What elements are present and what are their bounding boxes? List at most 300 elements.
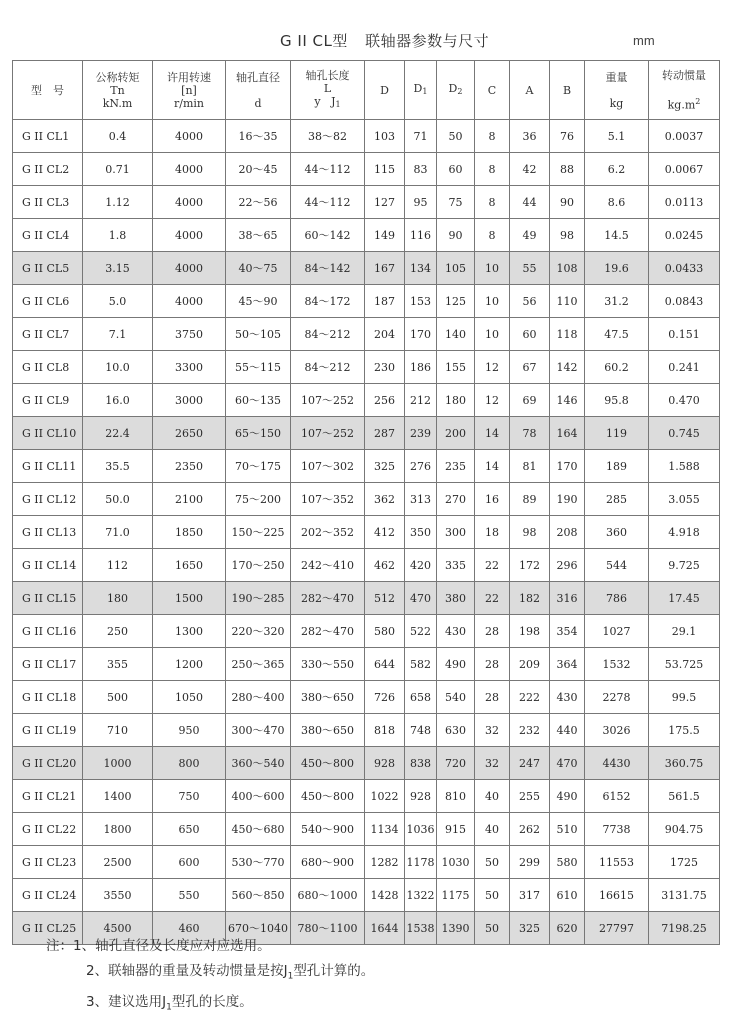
cell-D1: 153 xyxy=(405,285,437,318)
cell-bore-length: 107～352 xyxy=(291,483,365,516)
cell-D: 149 xyxy=(365,219,405,252)
cell-D1: 1178 xyxy=(405,846,437,879)
cell-D: 1644 xyxy=(365,912,405,945)
cell-weight: 786 xyxy=(585,582,649,615)
cell-bore-diameter: 670～1040 xyxy=(226,912,291,945)
cell-inertia: 0.0113 xyxy=(649,186,720,219)
cell-C: 28 xyxy=(475,615,510,648)
cell-bore-diameter: 45～90 xyxy=(226,285,291,318)
header-A: A xyxy=(510,61,550,120)
cell-speed: 1300 xyxy=(153,615,226,648)
table-row xyxy=(13,120,720,153)
cell-D1: 1322 xyxy=(405,879,437,912)
cell-inertia: 99.5 xyxy=(649,681,720,714)
table-row xyxy=(13,648,720,681)
cell-bore-length: 84～212 xyxy=(291,351,365,384)
cell-bore-diameter: 60～135 xyxy=(226,384,291,417)
cell-B: 98 xyxy=(550,219,585,252)
cell-D: 103 xyxy=(365,120,405,153)
table-row xyxy=(13,483,720,516)
cell-torque: 4500 xyxy=(83,912,153,945)
cell-D2: 380 xyxy=(437,582,475,615)
cell-B: 440 xyxy=(550,714,585,747)
cell-speed: 4000 xyxy=(153,219,226,252)
cell-D: 412 xyxy=(365,516,405,549)
cell-bore-diameter: 75～200 xyxy=(226,483,291,516)
cell-weight: 6.2 xyxy=(585,153,649,186)
cell-B: 88 xyxy=(550,153,585,186)
cell-inertia: 0.0067 xyxy=(649,153,720,186)
cell-speed: 2650 xyxy=(153,417,226,450)
header-weight: 重量 kg xyxy=(585,61,649,120)
cell-torque: 5.0 xyxy=(83,285,153,318)
unit-label: mm xyxy=(633,33,655,48)
cell-D: 287 xyxy=(365,417,405,450)
cell-bore-length: 380～650 xyxy=(291,714,365,747)
table-row xyxy=(13,879,720,912)
table-row xyxy=(13,747,720,780)
cell-weight: 7738 xyxy=(585,813,649,846)
cell-A: 44 xyxy=(510,186,550,219)
cell-speed: 550 xyxy=(153,879,226,912)
cell-D2: 155 xyxy=(437,351,475,384)
cell-bore-diameter: 250～365 xyxy=(226,648,291,681)
cell-D: 726 xyxy=(365,681,405,714)
cell-model: G II CL5 xyxy=(13,252,83,285)
cell-inertia: 53.725 xyxy=(649,648,720,681)
header-B: B xyxy=(550,61,585,120)
cell-inertia: 0.0433 xyxy=(649,252,720,285)
cell-A: 222 xyxy=(510,681,550,714)
cell-C: 28 xyxy=(475,681,510,714)
cell-weight: 27797 xyxy=(585,912,649,945)
cell-model: G II CL17 xyxy=(13,648,83,681)
cell-torque: 710 xyxy=(83,714,153,747)
cell-B: 470 xyxy=(550,747,585,780)
cell-bore-diameter: 22～56 xyxy=(226,186,291,219)
header-bore-diameter: 轴孔直径 d xyxy=(226,61,291,120)
cell-weight: 4430 xyxy=(585,747,649,780)
cell-inertia: 0.0245 xyxy=(649,219,720,252)
note-1: 注：1、轴孔直径及长度应对应选用。 xyxy=(46,938,271,954)
cell-bore-diameter: 280～400 xyxy=(226,681,291,714)
cell-bore-diameter: 300～470 xyxy=(226,714,291,747)
cell-D: 462 xyxy=(365,549,405,582)
cell-B: 146 xyxy=(550,384,585,417)
cell-weight: 19.6 xyxy=(585,252,649,285)
cell-D1: 134 xyxy=(405,252,437,285)
header-C: C xyxy=(475,61,510,120)
cell-bore-length: 202～352 xyxy=(291,516,365,549)
cell-D1: 522 xyxy=(405,615,437,648)
cell-B: 354 xyxy=(550,615,585,648)
cell-D: 1134 xyxy=(365,813,405,846)
cell-torque: 500 xyxy=(83,681,153,714)
cell-D2: 720 xyxy=(437,747,475,780)
cell-weight: 119 xyxy=(585,417,649,450)
cell-A: 299 xyxy=(510,846,550,879)
cell-B: 190 xyxy=(550,483,585,516)
cell-C: 50 xyxy=(475,879,510,912)
cell-model: G II CL24 xyxy=(13,879,83,912)
table-header-row xyxy=(13,61,720,120)
cell-D2: 105 xyxy=(437,252,475,285)
cell-C: 10 xyxy=(475,252,510,285)
cell-B: 490 xyxy=(550,780,585,813)
cell-D: 187 xyxy=(365,285,405,318)
cell-inertia: 1.588 xyxy=(649,450,720,483)
cell-bore-length: 780～1100 xyxy=(291,912,365,945)
cell-bore-diameter: 170～250 xyxy=(226,549,291,582)
cell-torque: 7.1 xyxy=(83,318,153,351)
cell-speed: 4000 xyxy=(153,120,226,153)
cell-C: 32 xyxy=(475,747,510,780)
cell-torque: 0.71 xyxy=(83,153,153,186)
cell-inertia: 1725 xyxy=(649,846,720,879)
cell-D2: 915 xyxy=(437,813,475,846)
cell-weight: 16615 xyxy=(585,879,649,912)
cell-bore-length: 380～650 xyxy=(291,681,365,714)
table-row xyxy=(13,153,720,186)
cell-model: G II CL22 xyxy=(13,813,83,846)
cell-D1: 420 xyxy=(405,549,437,582)
cell-inertia: 3131.75 xyxy=(649,879,720,912)
cell-B: 164 xyxy=(550,417,585,450)
header-speed: 许用转速 [n] r/min xyxy=(153,61,226,120)
cell-A: 232 xyxy=(510,714,550,747)
cell-speed: 460 xyxy=(153,912,226,945)
cell-weight: 6152 xyxy=(585,780,649,813)
cell-D1: 582 xyxy=(405,648,437,681)
cell-speed: 3300 xyxy=(153,351,226,384)
cell-torque: 2500 xyxy=(83,846,153,879)
cell-D2: 1390 xyxy=(437,912,475,945)
cell-weight: 189 xyxy=(585,450,649,483)
cell-A: 317 xyxy=(510,879,550,912)
header-bore-length: 轴孔长度 L y $J_1$ xyxy=(291,61,365,120)
cell-C: 18 xyxy=(475,516,510,549)
cell-D1: 170 xyxy=(405,318,437,351)
cell-bore-length: 680～900 xyxy=(291,846,365,879)
cell-D1: 470 xyxy=(405,582,437,615)
header-inertia: 转动惯量 $kg.m^2$ xyxy=(649,61,720,120)
cell-D1: 1538 xyxy=(405,912,437,945)
cell-model: G II CL10 xyxy=(13,417,83,450)
cell-inertia: 29.1 xyxy=(649,615,720,648)
cell-B: 118 xyxy=(550,318,585,351)
cell-inertia: 0.151 xyxy=(649,318,720,351)
cell-A: 81 xyxy=(510,450,550,483)
cell-speed: 4000 xyxy=(153,186,226,219)
cell-A: 69 xyxy=(510,384,550,417)
cell-bore-length: 84～142 xyxy=(291,252,365,285)
header-D: D xyxy=(365,61,405,120)
cell-D2: 60 xyxy=(437,153,475,186)
cell-speed: 750 xyxy=(153,780,226,813)
cell-D2: 300 xyxy=(437,516,475,549)
cell-A: 55 xyxy=(510,252,550,285)
cell-speed: 1050 xyxy=(153,681,226,714)
cell-A: 172 xyxy=(510,549,550,582)
cell-speed: 4000 xyxy=(153,252,226,285)
cell-weight: 14.5 xyxy=(585,219,649,252)
cell-D: 362 xyxy=(365,483,405,516)
cell-C: 14 xyxy=(475,417,510,450)
cell-bore-length: 60～142 xyxy=(291,219,365,252)
cell-B: 610 xyxy=(550,879,585,912)
cell-A: 89 xyxy=(510,483,550,516)
cell-D2: 630 xyxy=(437,714,475,747)
cell-weight: 544 xyxy=(585,549,649,582)
cell-D1: 71 xyxy=(405,120,437,153)
cell-torque: 250 xyxy=(83,615,153,648)
cell-D: 818 xyxy=(365,714,405,747)
cell-torque: 22.4 xyxy=(83,417,153,450)
cell-D2: 335 xyxy=(437,549,475,582)
cell-bore-length: 450～800 xyxy=(291,780,365,813)
coupling-spec-table xyxy=(12,60,720,945)
cell-speed: 600 xyxy=(153,846,226,879)
cell-A: 56 xyxy=(510,285,550,318)
cell-model: G II CL21 xyxy=(13,780,83,813)
cell-D: 167 xyxy=(365,252,405,285)
cell-A: 247 xyxy=(510,747,550,780)
cell-D1: 928 xyxy=(405,780,437,813)
cell-model: G II CL1 xyxy=(13,120,83,153)
cell-C: 28 xyxy=(475,648,510,681)
cell-A: 325 xyxy=(510,912,550,945)
cell-model: G II CL25 xyxy=(13,912,83,945)
cell-weight: 1027 xyxy=(585,615,649,648)
table-row xyxy=(13,714,720,747)
table-row xyxy=(13,318,720,351)
cell-bore-diameter: 360～540 xyxy=(226,747,291,780)
cell-bore-length: 107～252 xyxy=(291,384,365,417)
cell-A: 198 xyxy=(510,615,550,648)
cell-speed: 2100 xyxy=(153,483,226,516)
cell-speed: 800 xyxy=(153,747,226,780)
cell-D2: 75 xyxy=(437,186,475,219)
cell-model: G II CL12 xyxy=(13,483,83,516)
cell-inertia: 4.918 xyxy=(649,516,720,549)
cell-bore-length: 242～410 xyxy=(291,549,365,582)
cell-D2: 90 xyxy=(437,219,475,252)
cell-D1: 116 xyxy=(405,219,437,252)
cell-weight: 2278 xyxy=(585,681,649,714)
cell-bore-diameter: 530～770 xyxy=(226,846,291,879)
cell-speed: 1200 xyxy=(153,648,226,681)
cell-bore-diameter: 38～65 xyxy=(226,219,291,252)
cell-D1: 186 xyxy=(405,351,437,384)
table-body xyxy=(13,120,720,945)
cell-bore-length: 282～470 xyxy=(291,582,365,615)
cell-D: 928 xyxy=(365,747,405,780)
cell-bore-diameter: 150～225 xyxy=(226,516,291,549)
cell-D2: 270 xyxy=(437,483,475,516)
table-row xyxy=(13,681,720,714)
cell-bore-length: 680～1000 xyxy=(291,879,365,912)
cell-torque: 71.0 xyxy=(83,516,153,549)
cell-weight: 3026 xyxy=(585,714,649,747)
cell-bore-diameter: 560～850 xyxy=(226,879,291,912)
cell-D: 325 xyxy=(365,450,405,483)
cell-D: 580 xyxy=(365,615,405,648)
cell-torque: 3550 xyxy=(83,879,153,912)
cell-D2: 490 xyxy=(437,648,475,681)
cell-B: 430 xyxy=(550,681,585,714)
cell-C: 10 xyxy=(475,318,510,351)
cell-B: 142 xyxy=(550,351,585,384)
table-row xyxy=(13,813,720,846)
cell-B: 510 xyxy=(550,813,585,846)
cell-C: 12 xyxy=(475,351,510,384)
cell-model: G II CL9 xyxy=(13,384,83,417)
cell-inertia: 9.725 xyxy=(649,549,720,582)
cell-bore-length: 44～112 xyxy=(291,153,365,186)
cell-weight: 1532 xyxy=(585,648,649,681)
cell-speed: 4000 xyxy=(153,153,226,186)
cell-weight: 360 xyxy=(585,516,649,549)
cell-weight: 5.1 xyxy=(585,120,649,153)
cell-model: G II CL13 xyxy=(13,516,83,549)
cell-torque: 10.0 xyxy=(83,351,153,384)
cell-inertia: 175.5 xyxy=(649,714,720,747)
cell-B: 580 xyxy=(550,846,585,879)
cell-A: 36 xyxy=(510,120,550,153)
header-D1: $D_1$ xyxy=(405,61,437,120)
table-row xyxy=(13,417,720,450)
cell-D2: 810 xyxy=(437,780,475,813)
table-row xyxy=(13,285,720,318)
table-row xyxy=(13,219,720,252)
table-row xyxy=(13,615,720,648)
cell-D1: 313 xyxy=(405,483,437,516)
cell-B: 170 xyxy=(550,450,585,483)
cell-D1: 276 xyxy=(405,450,437,483)
table-row xyxy=(13,384,720,417)
cell-bore-length: 450～800 xyxy=(291,747,365,780)
cell-model: G II CL6 xyxy=(13,285,83,318)
cell-D1: 1036 xyxy=(405,813,437,846)
cell-speed: 2350 xyxy=(153,450,226,483)
cell-A: 262 xyxy=(510,813,550,846)
cell-torque: 355 xyxy=(83,648,153,681)
cell-model: G II CL19 xyxy=(13,714,83,747)
cell-B: 364 xyxy=(550,648,585,681)
cell-bore-diameter: 55～115 xyxy=(226,351,291,384)
cell-D1: 658 xyxy=(405,681,437,714)
cell-D2: 430 xyxy=(437,615,475,648)
cell-model: G II CL14 xyxy=(13,549,83,582)
cell-D: 512 xyxy=(365,582,405,615)
cell-B: 296 xyxy=(550,549,585,582)
cell-inertia: 904.75 xyxy=(649,813,720,846)
cell-bore-diameter: 20～45 xyxy=(226,153,291,186)
header-torque: 公称转矩 Tn kN.m xyxy=(83,61,153,120)
cell-weight: 95.8 xyxy=(585,384,649,417)
cell-D1: 838 xyxy=(405,747,437,780)
cell-C: 8 xyxy=(475,186,510,219)
cell-model: G II CL11 xyxy=(13,450,83,483)
cell-weight: 8.6 xyxy=(585,186,649,219)
cell-D: 1022 xyxy=(365,780,405,813)
cell-D: 1282 xyxy=(365,846,405,879)
cell-torque: 16.0 xyxy=(83,384,153,417)
cell-D1: 212 xyxy=(405,384,437,417)
cell-B: 208 xyxy=(550,516,585,549)
cell-bore-length: 38～82 xyxy=(291,120,365,153)
cell-speed: 1650 xyxy=(153,549,226,582)
cell-A: 182 xyxy=(510,582,550,615)
cell-torque: 1800 xyxy=(83,813,153,846)
cell-D2: 180 xyxy=(437,384,475,417)
cell-D: 127 xyxy=(365,186,405,219)
cell-weight: 47.5 xyxy=(585,318,649,351)
cell-D1: 239 xyxy=(405,417,437,450)
cell-bore-length: 44～112 xyxy=(291,186,365,219)
cell-speed: 1850 xyxy=(153,516,226,549)
table-row xyxy=(13,450,720,483)
cell-inertia: 360.75 xyxy=(649,747,720,780)
cell-bore-length: 107～252 xyxy=(291,417,365,450)
cell-bore-diameter: 190～285 xyxy=(226,582,291,615)
cell-A: 67 xyxy=(510,351,550,384)
header-model: 型 号 xyxy=(13,61,83,120)
cell-A: 49 xyxy=(510,219,550,252)
cell-D1: 83 xyxy=(405,153,437,186)
cell-torque: 1.8 xyxy=(83,219,153,252)
cell-model: G II CL7 xyxy=(13,318,83,351)
cell-D2: 125 xyxy=(437,285,475,318)
cell-D2: 540 xyxy=(437,681,475,714)
cell-C: 8 xyxy=(475,219,510,252)
cell-speed: 3000 xyxy=(153,384,226,417)
table-row xyxy=(13,780,720,813)
title-model: G II CL型 xyxy=(280,32,348,50)
cell-bore-diameter: 70～175 xyxy=(226,450,291,483)
cell-speed: 650 xyxy=(153,813,226,846)
cell-inertia: 0.470 xyxy=(649,384,720,417)
cell-A: 255 xyxy=(510,780,550,813)
cell-speed: 3750 xyxy=(153,318,226,351)
notes xyxy=(46,934,374,1020)
table-row xyxy=(13,351,720,384)
cell-D2: 200 xyxy=(437,417,475,450)
cell-bore-length: 84～172 xyxy=(291,285,365,318)
cell-D: 204 xyxy=(365,318,405,351)
cell-inertia: 17.45 xyxy=(649,582,720,615)
cell-bore-diameter: 16～35 xyxy=(226,120,291,153)
cell-model: G II CL16 xyxy=(13,615,83,648)
cell-D2: 235 xyxy=(437,450,475,483)
table-row xyxy=(13,516,720,549)
table-row xyxy=(13,549,720,582)
cell-model: G II CL15 xyxy=(13,582,83,615)
cell-B: 108 xyxy=(550,252,585,285)
cell-torque: 0.4 xyxy=(83,120,153,153)
cell-A: 98 xyxy=(510,516,550,549)
title-text: 联轴器参数与尺寸 xyxy=(365,32,490,50)
cell-B: 90 xyxy=(550,186,585,219)
cell-C: 40 xyxy=(475,780,510,813)
cell-bore-length: 282～470 xyxy=(291,615,365,648)
cell-weight: 60.2 xyxy=(585,351,649,384)
table-row xyxy=(13,846,720,879)
cell-inertia: 0.0843 xyxy=(649,285,720,318)
cell-A: 209 xyxy=(510,648,550,681)
cell-bore-diameter: 400～600 xyxy=(226,780,291,813)
cell-C: 16 xyxy=(475,483,510,516)
